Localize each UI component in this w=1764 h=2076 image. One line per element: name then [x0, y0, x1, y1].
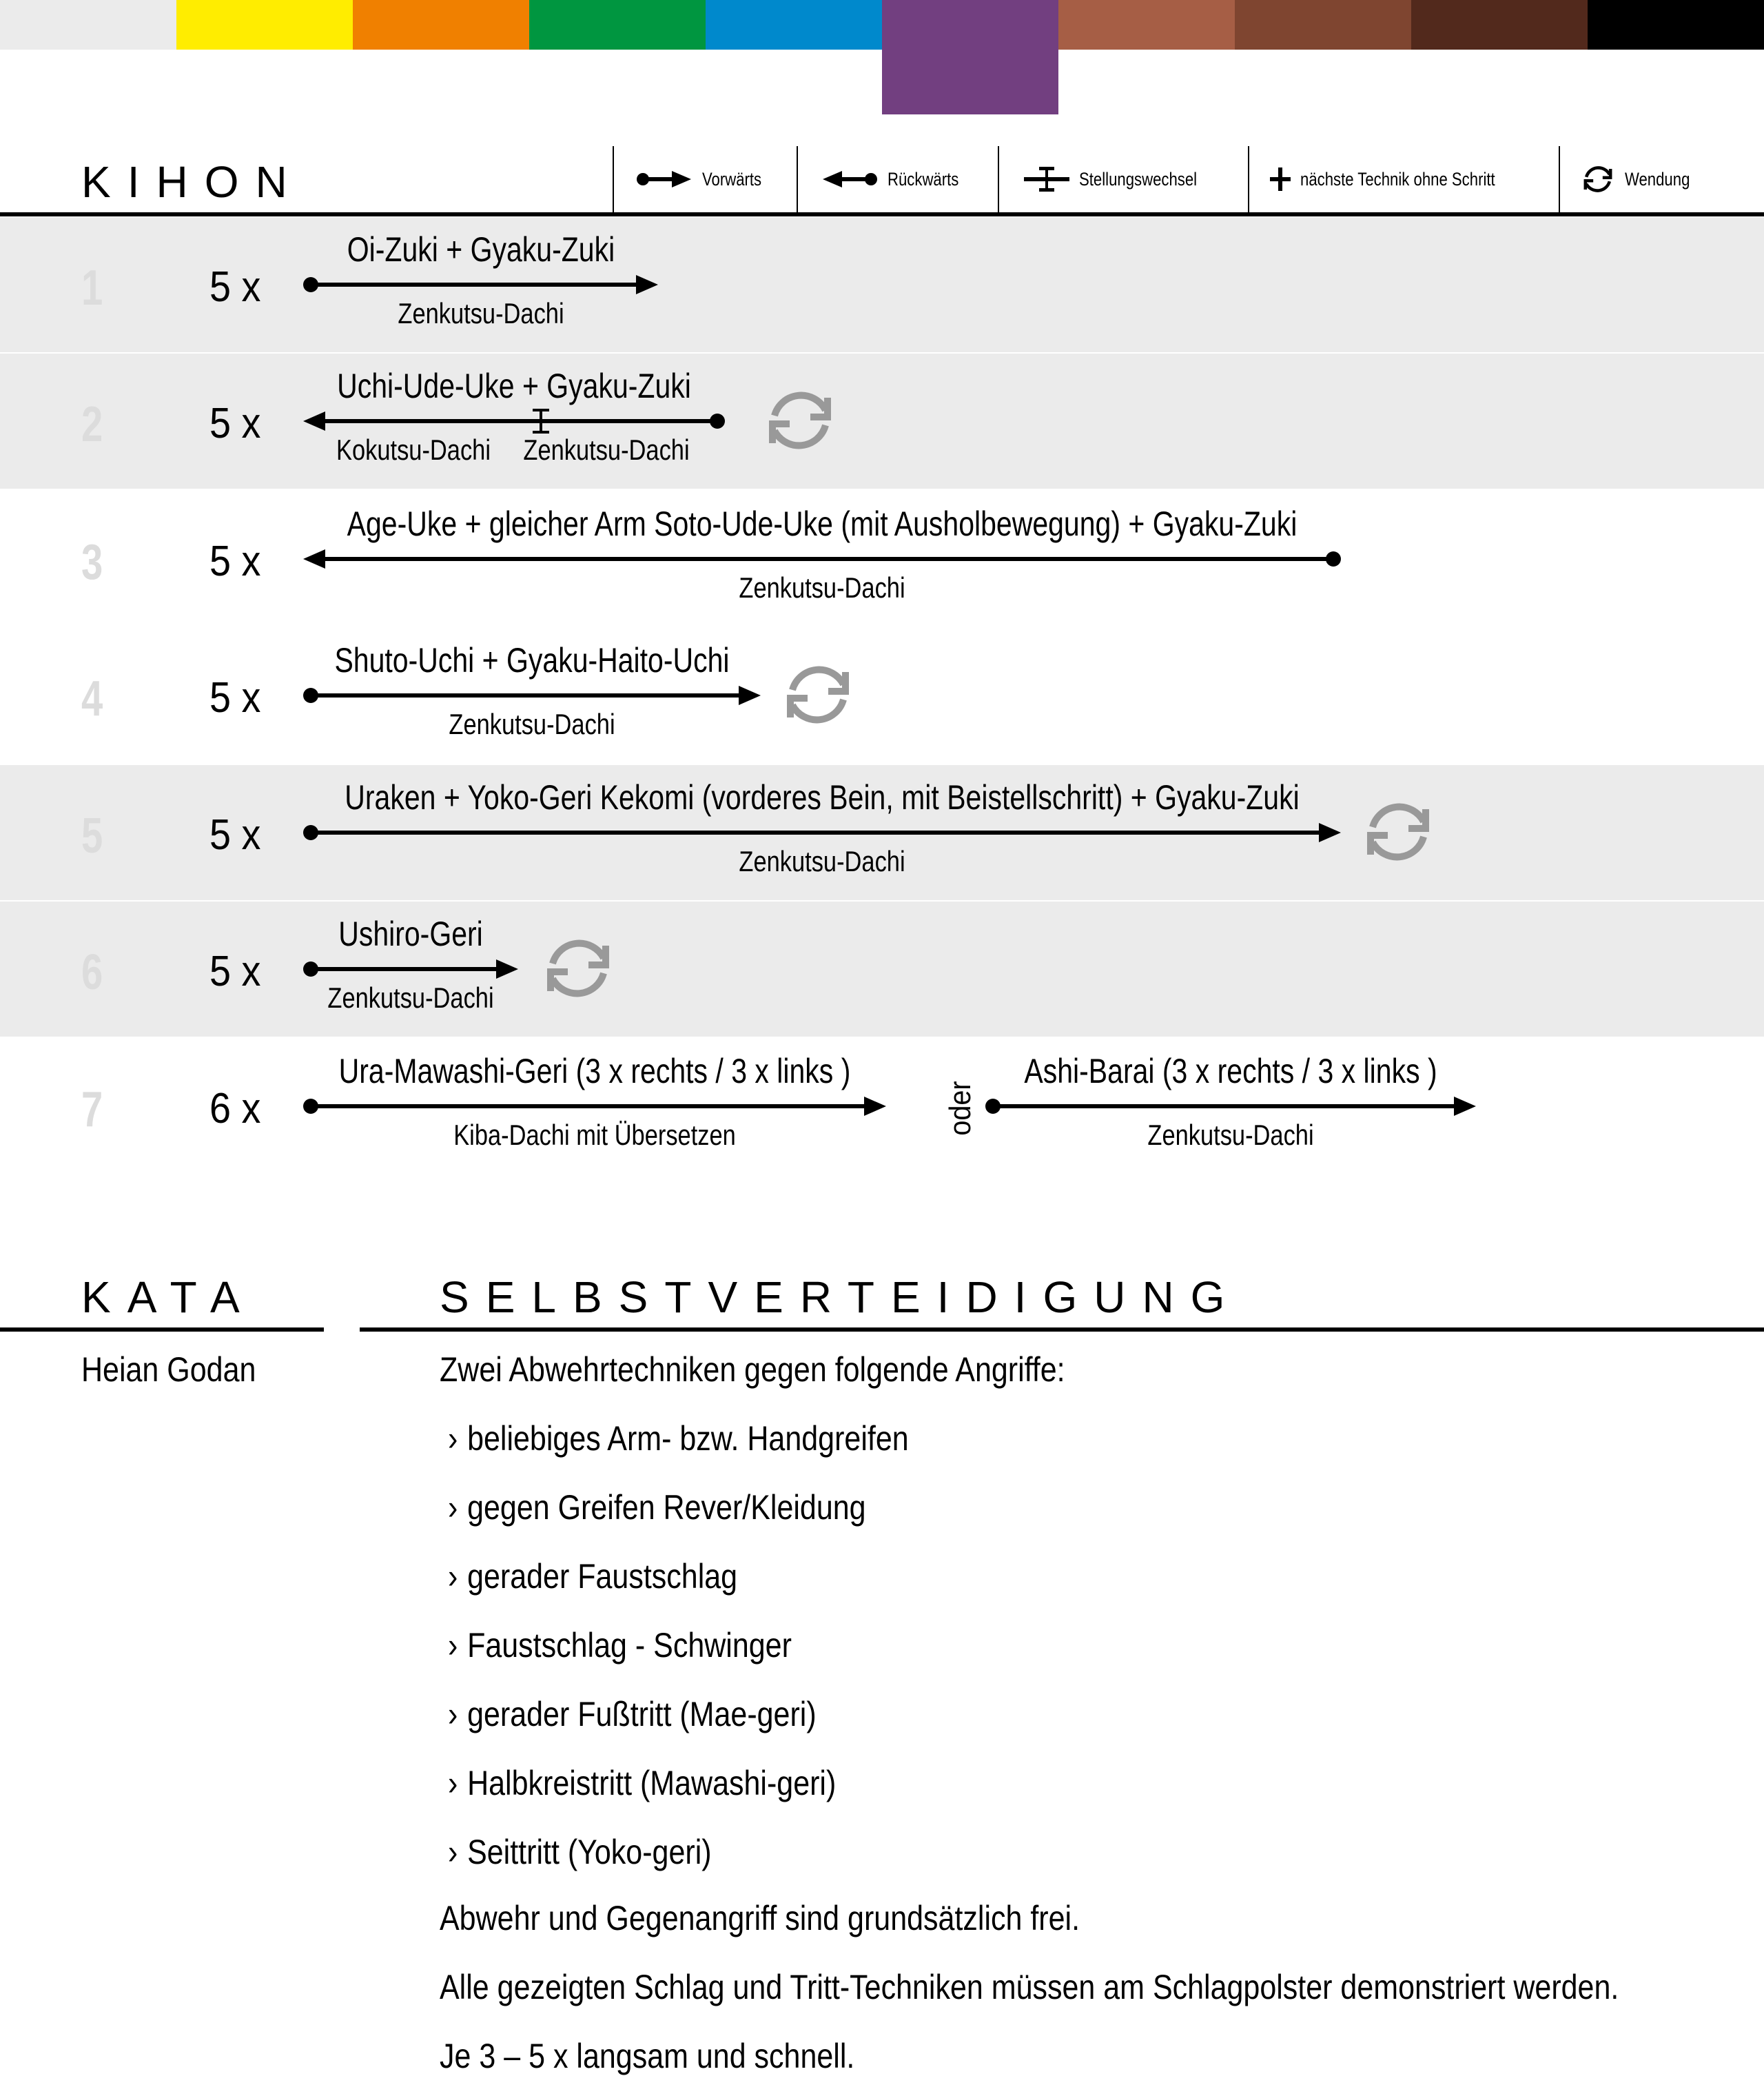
belt-color — [1235, 0, 1411, 50]
row-number: 4 — [81, 671, 103, 726]
repetitions: 5 x — [209, 263, 261, 311]
belt-color — [1588, 0, 1764, 50]
belt-color — [706, 0, 882, 50]
alt-technique: Ashi-Barai (3 x rechts / 3 x links ) — [1024, 1052, 1437, 1090]
row-number: 6 — [81, 945, 103, 1000]
arrow-backward-icon — [821, 169, 878, 190]
attack-item — [448, 1418, 909, 1458]
belt-color — [176, 0, 353, 50]
attack-label: gerader Fußtritt (Mae-geri) — [467, 1695, 817, 1733]
belt-color — [1411, 0, 1588, 50]
turn-icon — [762, 383, 838, 458]
selbstverteidigung-rule — [360, 1327, 1764, 1332]
kata-title: KATA — [81, 1272, 256, 1322]
arrow-forward-icon — [303, 271, 658, 298]
row-number: 5 — [81, 808, 103, 864]
stance-change-icon — [533, 409, 549, 434]
repetitions: 5 x — [209, 674, 261, 722]
note: Alle gezeigten Schlag und Tritt-Techniken müssen am Schlagpolster demonstriert werden. — [440, 1968, 1619, 2006]
repetitions: 5 x — [209, 400, 261, 447]
turn-icon — [1581, 160, 1615, 199]
row-number: 2 — [81, 397, 103, 452]
stance: Zenkutsu-Dachi — [327, 981, 494, 1014]
belt-color — [353, 0, 529, 50]
turn-icon — [780, 657, 856, 733]
chevron-right-icon: › — [448, 1488, 458, 1527]
belt-color — [529, 0, 706, 50]
attack-item — [448, 1763, 836, 1803]
kihon-rule — [0, 212, 1764, 216]
kihon-row — [0, 217, 1764, 352]
chevron-right-icon: › — [448, 1419, 458, 1458]
note: Je 3 – 5 x langsam und schnell. — [440, 2037, 855, 2075]
arrow-forward-icon — [303, 819, 1341, 846]
kihon-row — [0, 1039, 1764, 1174]
chevron-right-icon: › — [448, 1833, 458, 1871]
technique: Age-Uke + gleicher Arm Soto-Ude-Uke (mit Ausholbewegung) + Gyaku-Zuki — [347, 505, 1298, 543]
repetitions: 5 x — [209, 538, 261, 585]
legend — [613, 146, 1725, 212]
selbstverteidigung-intro: Zwei Abwehrtechniken gegen folgende Angriffe: — [440, 1350, 1065, 1389]
attack-label: Halbkreistritt (Mawashi-geri) — [467, 1764, 837, 1802]
arrow-forward-icon — [303, 955, 518, 983]
chevron-right-icon: › — [448, 1626, 458, 1665]
legend-label: Stellungswechsel — [1079, 168, 1198, 190]
legend-label: Vorwärts — [701, 168, 762, 190]
attack-label: gerader Faustschlag — [467, 1557, 738, 1596]
selbstverteidigung-title: SELBSTVERTEIDIGUNG — [440, 1272, 1242, 1322]
legend-item-no-step — [1248, 146, 1559, 212]
belt-color-active — [882, 0, 1058, 114]
stance: Zenkutsu-Dachi — [739, 571, 905, 604]
technique: Uraken + Yoko-Geri Kekomi (vorderes Bein, mit Beistellschritt) + Gyaku-Zuki — [345, 778, 1300, 817]
kata-name: Heian Godan — [81, 1350, 256, 1389]
arrow-forward-icon — [303, 1092, 886, 1120]
chevron-right-icon: › — [448, 1695, 458, 1733]
attack-item — [448, 1832, 712, 1872]
legend-item-backward — [797, 146, 998, 212]
technique: Ushiro-Geri — [338, 915, 483, 953]
note: Abwehr und Gegenangriff sind grundsätzlich frei. — [440, 1899, 1080, 1937]
arrow-forward-icon — [636, 169, 693, 190]
repetitions: 5 x — [209, 948, 261, 995]
belt-color-bar — [0, 0, 1764, 50]
arrow-backward-icon — [303, 407, 725, 435]
row-number: 1 — [81, 261, 103, 316]
kihon-row — [0, 491, 1764, 627]
turn-icon — [540, 930, 616, 1006]
kihon-title: KIHON — [81, 157, 304, 207]
kihon-row — [0, 902, 1764, 1037]
alt-stance: Zenkutsu-Dachi — [1147, 1119, 1314, 1151]
stance-change-icon — [1024, 165, 1069, 193]
attack-label: Faustschlag - Schwinger — [467, 1626, 792, 1665]
attack-item — [448, 1625, 792, 1665]
stance: Zenkutsu-Dachi — [397, 297, 564, 329]
kihon-row — [0, 354, 1764, 489]
technique: Ura-Mawashi-Geri (3 x rechts / 3 x links ) — [338, 1052, 851, 1090]
turn-icon — [1360, 794, 1436, 870]
or-label: oder — [943, 1081, 978, 1136]
stance: Zenkutsu-Dachi — [449, 708, 615, 740]
attack-item — [448, 1556, 737, 1596]
stance: Kokutsu-Dachi — [336, 434, 491, 466]
legend-label: Wendung — [1625, 168, 1690, 190]
kihon-row — [0, 765, 1764, 900]
repetitions: 6 x — [209, 1085, 261, 1132]
row-number: 7 — [81, 1082, 103, 1137]
stance: Zenkutsu-Dachi — [739, 845, 905, 877]
attack-item — [448, 1487, 866, 1527]
technique: Oi-Zuki + Gyaku-Zuki — [347, 230, 615, 269]
stance-2: Zenkutsu-Dachi — [523, 434, 690, 466]
legend-item-forward — [613, 146, 797, 212]
legend-label: Rückwärts — [887, 168, 959, 190]
stance: Kiba-Dachi mit Übersetzen — [453, 1119, 736, 1151]
attack-label: beliebiges Arm- bzw. Handgreifen — [467, 1419, 909, 1458]
chevron-right-icon: › — [448, 1764, 458, 1802]
technique: Uchi-Ude-Uke + Gyaku-Zuki — [337, 367, 691, 405]
attack-label: Seittritt (Yoko-geri) — [467, 1833, 712, 1871]
legend-label: nächste Technik ohne Schritt — [1300, 168, 1495, 190]
arrow-forward-icon — [985, 1092, 1476, 1120]
row-number: 3 — [81, 535, 103, 590]
plus-icon — [1270, 167, 1291, 191]
attack-item — [448, 1694, 817, 1734]
kata-rule — [0, 1327, 324, 1332]
legend-item-stance-change — [998, 146, 1248, 212]
legend-item-turn — [1559, 146, 1725, 212]
arrow-forward-icon — [303, 682, 761, 709]
chevron-right-icon: › — [448, 1557, 458, 1596]
belt-color — [0, 0, 176, 50]
kihon-row — [0, 628, 1764, 763]
belt-color — [1058, 0, 1235, 50]
attack-label: gegen Greifen Rever/Kleidung — [467, 1488, 866, 1527]
arrow-backward-icon — [303, 545, 1341, 573]
technique: Shuto-Uchi + Gyaku-Haito-Uchi — [334, 641, 730, 680]
repetitions: 5 x — [209, 811, 261, 859]
